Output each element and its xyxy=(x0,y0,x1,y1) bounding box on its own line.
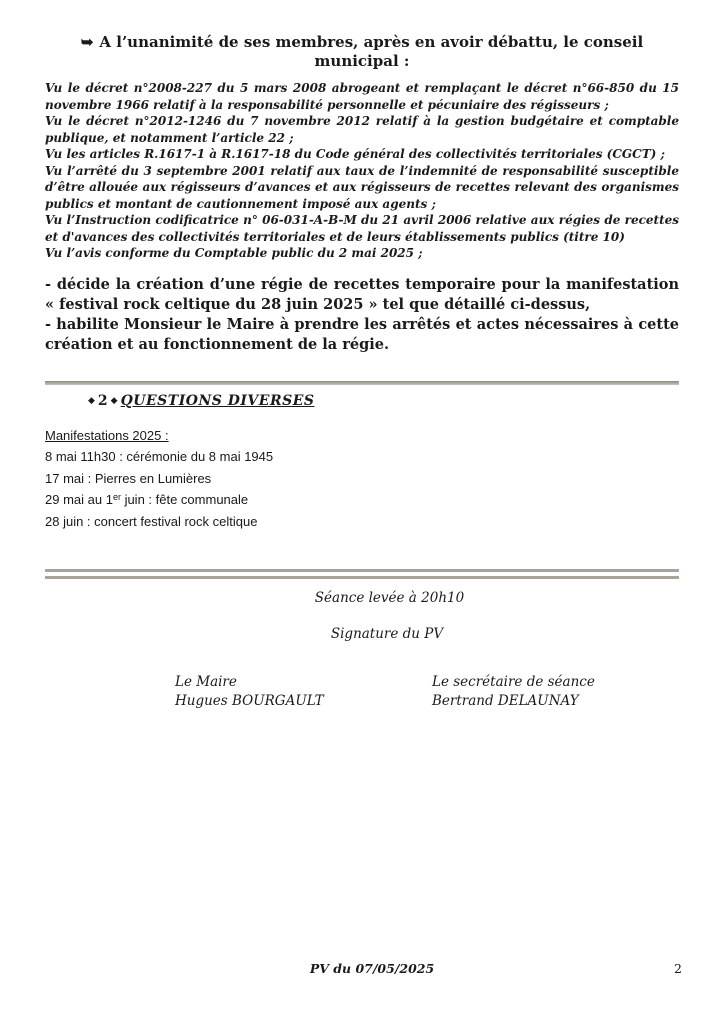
page-footer xyxy=(0,961,724,977)
signer-role: Le Maire xyxy=(175,674,237,690)
decision-paragraph: - décide la création d’une régie de recettes temporaire pour la manifestation « festival rock celtique du 28 juin 2025 » tel que détaillé ci-dessus, xyxy=(45,275,679,313)
signer-name: Hugues BOURGAULT xyxy=(175,693,324,709)
list-item xyxy=(45,510,679,532)
recital-paragraph: Vu l’avis conforme du Comptable public du 2 mai 2025 ; xyxy=(45,246,423,260)
list-item xyxy=(45,488,679,510)
unanimity-heading-text: A l’unanimité de ses membres, après en avoir débattu, le conseil municipal : xyxy=(99,33,644,70)
decision-paragraph: - habilite Monsieur le Maire à prendre les arrêtés et actes nécessaires à cette création et au fonctionnement de la régie. xyxy=(45,315,679,353)
list-item-text: 29 mai au 1 xyxy=(45,492,113,507)
manifestations-title: Manifestations 2025 : xyxy=(45,427,169,443)
list-item-text: 28 juin : concert festival rock celtique xyxy=(45,513,258,529)
recitals-block xyxy=(45,80,679,262)
list-item-text: 8 mai 11h30 : cérémonie du 8 mai 1945 xyxy=(45,449,274,464)
manifestations-list xyxy=(45,427,679,532)
section-title: QUESTIONS DIVERSES xyxy=(120,392,315,409)
diamond-icon: ◆ xyxy=(110,395,118,406)
footer-document-label: PV du 07/05/2025 xyxy=(309,961,435,976)
page-number: 2 xyxy=(674,961,682,976)
recital-paragraph: Vu le décret n°2012-1246 du 7 novembre 2012 relatif à la gestion budgétaire et comptable publique, et notamment l’article 22 ; xyxy=(45,114,679,145)
decisions-block xyxy=(45,275,679,355)
signature-block xyxy=(0,673,724,733)
signer-name: Bertrand DELAUNAY xyxy=(432,693,579,709)
recital-paragraph: Vu l’Instruction codificatrice n° 06-031-A-B-M du 21 avril 2006 relative aux régies de recettes et d'avances des collectivités territoriales et de leurs établissements publics (titre 10) xyxy=(45,213,679,244)
closing-divider-double-rule xyxy=(45,569,679,579)
list-item-text: 17 mai : Pierres en Lumières xyxy=(45,470,212,486)
ordinal-suffix: er xyxy=(112,492,121,502)
secretary-signature xyxy=(432,673,595,711)
signer-role: Le secrétaire de séance xyxy=(432,674,595,690)
signature-heading: Signature du PV xyxy=(330,626,444,642)
list-item xyxy=(45,445,679,467)
unanimity-heading xyxy=(45,33,679,71)
mayor-signature xyxy=(175,673,324,711)
list-item-text: juin : fête communale xyxy=(120,492,249,507)
recital-paragraph: Vu le décret n°2008-227 du 5 mars 2008 abrogeant et remplaçant le décret n°66-850 du 15 novembre 1966 relatif à la responsabilité personnelle et pécuniaire des régisseurs ; xyxy=(45,81,679,112)
list-item xyxy=(45,467,679,489)
section-number: 2 xyxy=(97,392,108,409)
recital-paragraph: Vu l’arrêté du 3 septembre 2001 relatif aux taux de l’indemnité de responsabilité susceptible d’être allouée aux régisseurs d’avances et aux régisseurs de recettes relevant des organismes publics et montant de cautionnement imposé aux agents ; xyxy=(45,163,679,211)
section-divider-rule xyxy=(45,381,679,385)
recital-paragraph: Vu les articles R.1617-1 à R.1617-18 du Code général des collectivités territoriales (CGCT) ; xyxy=(45,147,665,161)
return-arrow-icon: ➥ xyxy=(80,33,94,51)
section-2-heading xyxy=(45,392,679,410)
diamond-icon: ◆ xyxy=(88,395,95,406)
adjournment-line: Séance levée à 20h10 xyxy=(314,590,465,606)
